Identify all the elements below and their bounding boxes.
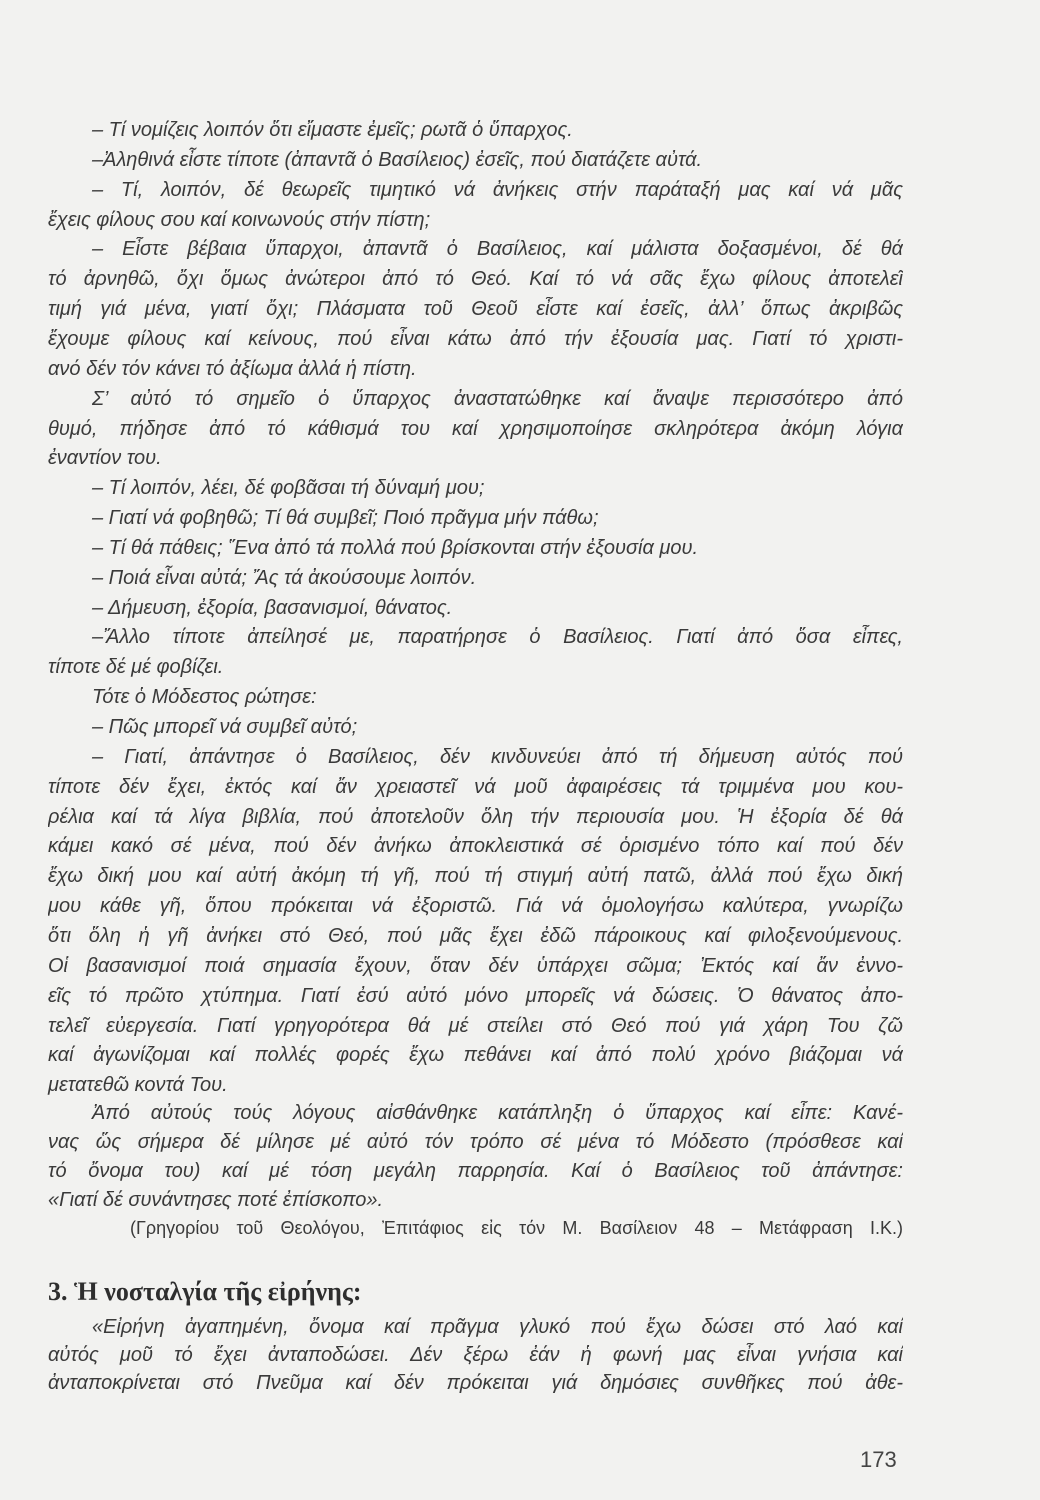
text-line: – Γιατί νά φοβηθῶ; Τί θά συμβεῖ; Ποιό πρᾶγμα μήν πάθω; (92, 507, 599, 529)
text-line: τίποτε δέν ἔχει, ἐκτός καί ἄν χρειαστεῖ νά μοῦ ἀφαιρέσεις τά τριμμένα μου κου- (48, 776, 903, 798)
text-line: «Γιατί δέ συνάντησες ποτέ ἐπίσκοπο». (48, 1189, 384, 1211)
text-line: – Τί λοιπόν, λέει, δέ φοβᾶσαι τή δύναμή μου; (92, 477, 485, 499)
text-line: ανό δέν τόν κάνει τό ἀξίωμα ἀλλά ἡ πίστη. (48, 358, 417, 380)
text-line: ἔχουμε φίλους καί κείνους, πού εἶναι κάτω ἀπό τήν ἐξουσία μας. Γιατί τό χριστι- (48, 328, 903, 350)
text-line: ἀνταποκρίνεται στό Πνεῦμα καί δέν πρόκειται γιά δημόσιες συνθῆκες πού ἀθε- (48, 1372, 903, 1394)
text-line: τίποτε δέ μέ φοβίζει. (48, 656, 224, 678)
text-line: – Ποιά εἶναι αὐτά; Ἄς τά ἀκούσουμε λοιπόν. (92, 567, 477, 589)
text-line: τελεῖ εὐεργεσία. Γιατί γρηγορότερα θά μέ στείλει στό Θεό πού γιά χάρη Του ζῶ (48, 1015, 903, 1037)
citation: (Γρηγορίου τοῦ Θεολόγου, Ἐπιτάφιος εἰς τόν Μ. Βασίλειον 48 – Μετάφραση Ι.Κ.) (130, 1218, 903, 1238)
text-line: κάμει κακό σέ μένα, πού δέν ἀνήκω ἀποκλειστικά σέ ὁρισμένο τόπο καί πού δέν (48, 835, 903, 857)
text-line: – Πῶς μπορεῖ νά συμβεῖ αὐτό; (92, 716, 358, 738)
text-line: καί ἀγωνίζομαι καί πολλές φορές ἔχω πεθάνει καί ἀπό πολύ χρόνο βιάζομαι νά (48, 1044, 903, 1066)
text-line: Τότε ὁ Μόδεστος ρώτησε: (92, 686, 317, 708)
text-line: μου κάθε γῆ, ὅπου πρόκειται νά ἐξοριστῶ. Γιά νά ὁμολογήσω καλύτερα, γνωρίζω (48, 895, 903, 917)
text-line: «Εἰρήνη ἀγαπημένη, ὄνομα καί πρᾶγμα γλυκό πού ἔχω δώσει στό λαό καί (92, 1316, 903, 1338)
text-line: –Ἄλλο τίποτε ἀπείλησέ με, παρατήρησε ὁ Βασίλειος. Γιατί ἀπό ὅσα εἶπες, (92, 626, 903, 648)
text-line: τό ὄνομα του) καί μέ τόση μεγάλη παρρησία. Καί ὁ Βασίλειος τοῦ ἀπάντησε: (48, 1160, 903, 1182)
text-line: εῖς τό πρῶτο χτύπημα. Γιατί ἐσύ αὐτό μόνο μπορεῖς νά δώσεις. Ὁ θάνατος ἀπο- (48, 985, 903, 1007)
text-line: Ἀπό αὐτούς τούς λόγους αἰσθάνθηκε κατάπληξη ὁ ὕπαρχος καί εἶπε: Κανέ- (92, 1102, 903, 1124)
text-line: νας ὥς σήμερα δέ μίλησε μέ αὐτό τόν τρόπο σέ μένα τό Μόδεστο (πρόσθεσε καί (48, 1131, 903, 1153)
text-line: θυμό, πήδησε ἀπό τό κάθισμά του καί χρησιμοποίησε σκληρότερα ἀκόμη λόγια (48, 418, 903, 440)
text-line: – Τί νομίζεις λοιπόν ὅτι εἴμαστε ἐμεῖς; ρωτᾶ ὁ ὕπαρχος. (92, 119, 573, 141)
text-line: Σ’ αὐτό τό σημεῖο ὁ ὕπαρχος ἀναστατώθηκε καί ἄναψε περισσότερο ἀπό (92, 388, 903, 410)
text-line: ὅτι ὅλη ἡ γῆ ἀνήκει στό Θεό, πού μᾶς ἔχει ἐδῶ πάροικους καί φιλοξενούμενους. (48, 925, 903, 947)
text-line: μετατεθῶ κοντά Του. (48, 1074, 228, 1096)
text-line: ἐναντίον του. (48, 447, 162, 469)
text-line: ἔχω δική μου καί αὐτή ἀκόμη τή γῆ, πού τή στιγμή αὐτή πατῶ, ἀλλά πού ἔχω δική (48, 865, 903, 887)
text-line: – Τί, λοιπόν, δέ θεωρεῖς τιμητικό νά ἀνήκεις στήν παράταξή μας καί νά μᾶς (92, 179, 903, 201)
section-heading: 3. Ἡ νοσταλγία τῆς εἰρήνης: (48, 1277, 362, 1306)
text-line: – Εἶστε βέβαια ὕπαρχοι, ἀπαντᾶ ὁ Βασίλειος, καί μάλιστα δοξασμένοι, δέ θά (92, 238, 903, 260)
text-line: Οἱ βασανισμοί ποιά σημασία ἔχουν, ὅταν δέν ὑπάρχει σῶμα; Ἐκτός καί ἄν ἐννο- (48, 955, 903, 977)
page-number: 173 (860, 1447, 897, 1472)
text-line: – Τί θά πάθεις; Ἕνα ἀπό τά πολλά πού βρίσκονται στήν ἐξουσία μου. (92, 537, 699, 559)
text-line: ἔχεις φίλους σου καί κοινωνούς στήν πίστη; (48, 209, 431, 231)
text-line: –Ἀληθινά εἶστε τίποτε (ἀπαντᾶ ὁ Βασίλειος) ἐσεῖς, πού διατάζετε αὐτά. (92, 149, 703, 171)
text-line: – Δήμευση, ἐξορία, βασανισμοί, θάνατος. (92, 597, 453, 619)
text-line: τό ἀρνηθῶ, ὄχι ὅμως ἀνώτεροι ἀπό τό Θεό. Καί τό νά σᾶς ἔχω φίλους ἀποτελεῖ (48, 268, 903, 290)
text-line: – Γιατί, ἀπάντησε ὁ Βασίλειος, δέν κινδυνεύει ἀπό τή δήμευση αὐτός πού (92, 746, 903, 768)
text-line: ρέλια καί τά λίγα βιβλία, πού ἀποτελοῦν ὅλη τήν περιουσία μου. Ἡ ἐξορία δέ θά (48, 806, 903, 828)
text-line: αὐτός μοῦ τό ἔχει ἀνταποδώσει. Δέν ξέρω ἐάν ἡ φωνή μας εἶναι γνήσια καί (48, 1344, 903, 1366)
text-line: τιμή γιά μένα, γιατί ὄχι; Πλάσματα τοῦ Θεοῦ εἶστε καί ἐσεῖς, ἀλλ’ ὅπως ἀκριβῶς (48, 298, 903, 320)
